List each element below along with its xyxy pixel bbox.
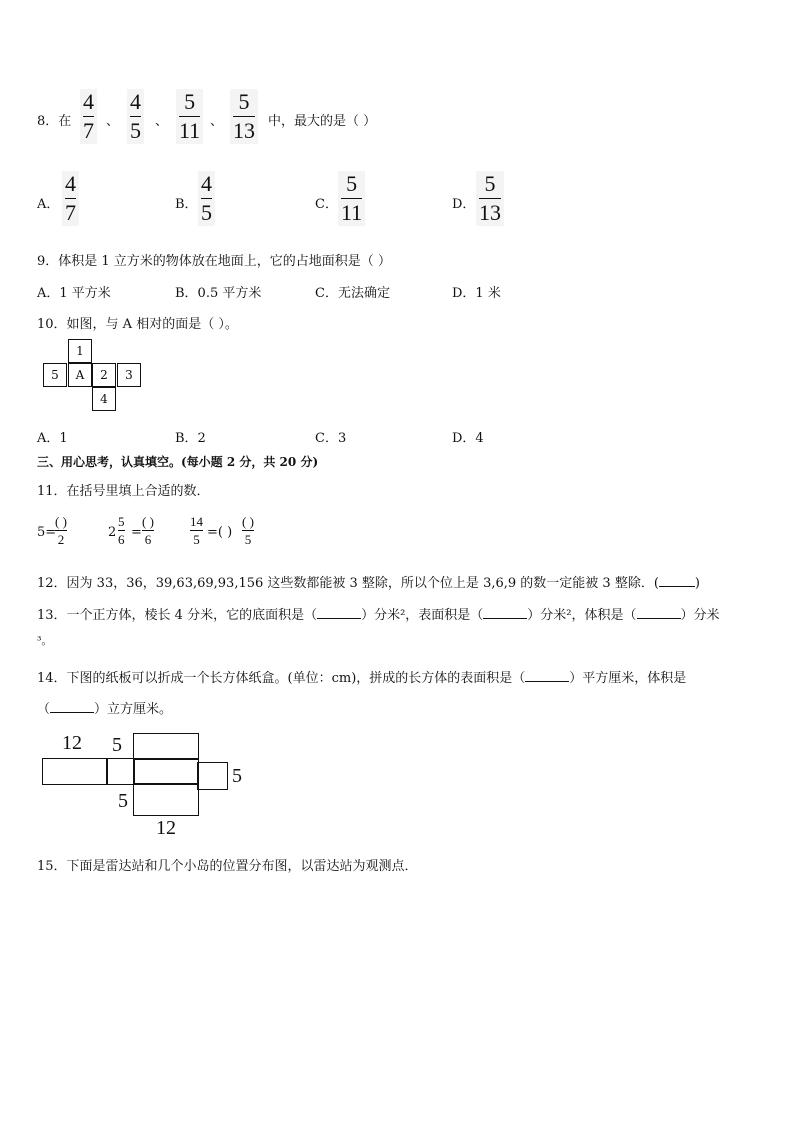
q11-eq3-den2: 5	[244, 532, 252, 547]
net-label-top-12: 12	[62, 732, 82, 754]
net-label-bottom-12: 12	[156, 817, 176, 839]
net-cell-3: 3	[117, 363, 141, 387]
q13-part1: 13．一个正方体，棱长 4 分米，它的底面积是（	[37, 608, 318, 623]
q9-option-d[interactable]: D．1 米	[452, 286, 501, 301]
q8-option-d-letter: D．	[452, 197, 476, 212]
q8-od-num: 5	[484, 171, 496, 196]
q8-f3-den: 11	[179, 118, 201, 143]
q8-suffix: 中，最大的是（ ）	[268, 114, 377, 129]
q8-f2-den: 5	[130, 118, 141, 143]
section-3-title: 三、用心思考，认真填空。(每小题 2 分，共 20 分)	[37, 455, 319, 469]
q15-text: 15．下面是雷达站和几个小岛的位置分布图，以雷达站为观测点．	[37, 859, 418, 874]
q14-line-2	[37, 698, 172, 717]
q13-part4: ）分米	[680, 608, 720, 623]
q14-line-1	[37, 667, 686, 686]
q11-eq2-fraction-2[interactable]	[142, 515, 154, 546]
q10-option-b[interactable]: B．2	[175, 431, 206, 446]
net-cell-5: 5	[43, 363, 67, 387]
net-center-panel	[133, 758, 199, 785]
q8-fraction-2	[127, 89, 144, 144]
q13-line	[37, 604, 720, 623]
q8-f1-den: 7	[83, 118, 94, 143]
q8-label: 8．在	[37, 114, 72, 129]
q8-fraction-4	[230, 89, 258, 144]
q11-eq3-num1: 14	[190, 514, 203, 529]
q8-oc-den: 11	[341, 200, 363, 225]
q12-answer-blank[interactable]	[659, 574, 695, 587]
q11-eq1-num: ( )	[55, 514, 67, 529]
q11-eq2-fraction-1	[118, 515, 125, 546]
q12-line	[37, 572, 700, 591]
q11-eq3-num2: ( )	[242, 514, 254, 529]
q11-eq2-num2: ( )	[142, 514, 154, 529]
q14-blank-1[interactable]	[525, 669, 569, 682]
q8-option-c-fraction[interactable]	[338, 171, 365, 226]
q13-blank-1[interactable]	[317, 606, 361, 619]
q8-option-d-fraction[interactable]	[476, 171, 504, 226]
q10-option-d[interactable]: D．4	[452, 431, 484, 446]
q8-f3-num: 5	[184, 89, 196, 114]
net-bottom-panel	[133, 783, 199, 816]
q11-text: 11．在括号里填上合适的数．	[37, 484, 210, 499]
q11-eq1-den: 2	[57, 532, 65, 547]
q11-eq2-den2: 6	[144, 532, 152, 547]
net-label-right-5: 5	[232, 765, 242, 787]
q10-option-c[interactable]: C．3	[315, 431, 347, 446]
q8-ob-den: 5	[201, 200, 212, 225]
q8-oa-den: 7	[65, 200, 76, 225]
q14-line2b: ）立方厘米。	[94, 702, 173, 717]
q14-part1: 14．下图的纸板可以折成一个长方体纸盒。(单位：cm)，拼成的长方体的表面积是（	[37, 671, 526, 686]
q8-od-den: 13	[479, 200, 501, 225]
q11-eq3-fraction-1	[190, 515, 203, 546]
q11-eq1-fraction[interactable]	[55, 515, 67, 546]
q8-ob-num: 4	[201, 171, 212, 196]
q14-blank-2[interactable]	[50, 700, 94, 713]
net-left-long-panel	[42, 758, 108, 785]
q11-eq2-num1: 5	[118, 514, 125, 529]
net-cell-4: 4	[92, 387, 116, 411]
q13-tail: ³。	[37, 634, 53, 647]
q8-option-b-fraction[interactable]	[198, 171, 215, 226]
net-cell-1: 1	[68, 339, 92, 363]
net-cell-a: A	[68, 363, 92, 387]
q8-f1-num: 4	[83, 89, 94, 114]
q8-sep-1: 、	[106, 114, 120, 129]
q13-blank-3[interactable]	[637, 606, 681, 619]
q8-fraction-1	[80, 89, 97, 144]
q8-sep-2: 、	[155, 114, 169, 129]
q9-option-b[interactable]: B．0.5 平方米	[175, 286, 262, 301]
q14-line2a: （	[37, 702, 51, 717]
q8-oa-num: 4	[65, 171, 76, 196]
q8-f2-num: 4	[130, 89, 141, 114]
q10-option-a[interactable]: A．1	[37, 431, 68, 446]
q13-part2: ）分米²，表面积是（	[361, 608, 484, 623]
net-label-bottom-5: 5	[118, 790, 128, 812]
net-top-panel	[133, 733, 199, 760]
q8-option-b-letter: B．	[175, 197, 198, 212]
q12-text: 12．因为 33，36，39,63,69,93,156 这些数都能被 3 整除，所以个位上是 3,6,9 的数一定能被 3 整除．(	[37, 576, 659, 591]
net-label-top-5: 5	[112, 734, 122, 756]
q10-text: 10．如图，与 A 相对的面是（ ）。	[37, 317, 238, 332]
net-left-small-panel	[106, 758, 135, 785]
net-right-small-panel	[197, 762, 228, 790]
q11-eq2-equals: =	[131, 525, 142, 540]
q8-option-c-letter: C．	[315, 197, 338, 212]
q11-eq3-fraction-2[interactable]	[242, 515, 254, 546]
net-cell-2: 2	[92, 363, 116, 387]
q8-oc-num: 5	[346, 171, 358, 196]
q14-part2: ）平方厘米，体积是	[569, 671, 687, 686]
q13-blank-2[interactable]	[483, 606, 527, 619]
q8-f4-num: 5	[238, 89, 250, 114]
q9-option-a[interactable]: A．1 平方米	[37, 286, 111, 301]
q9-text: 9．体积是 1 立方米的物体放在地面上，它的占地面积是（ ）	[37, 254, 391, 269]
q11-eq2-whole: 2	[108, 525, 117, 540]
q8-f4-den: 13	[233, 118, 255, 143]
q11-eq3-den1: 5	[193, 532, 200, 547]
q9-option-c[interactable]: C．无法确定	[315, 286, 390, 301]
q8-sep-3: 、	[210, 114, 224, 129]
q11-eq3-equals[interactable]: =( )	[207, 525, 233, 540]
q8-option-a-letter: A．	[37, 197, 60, 212]
q8-fraction-3	[176, 89, 203, 144]
q12-end: )	[694, 576, 700, 591]
q11-eq2-den1: 6	[118, 532, 125, 547]
q13-part3: ）分米²，体积是（	[527, 608, 637, 623]
q8-option-a-fraction[interactable]	[62, 171, 79, 226]
q11-eq1-left: 5=	[37, 525, 57, 540]
